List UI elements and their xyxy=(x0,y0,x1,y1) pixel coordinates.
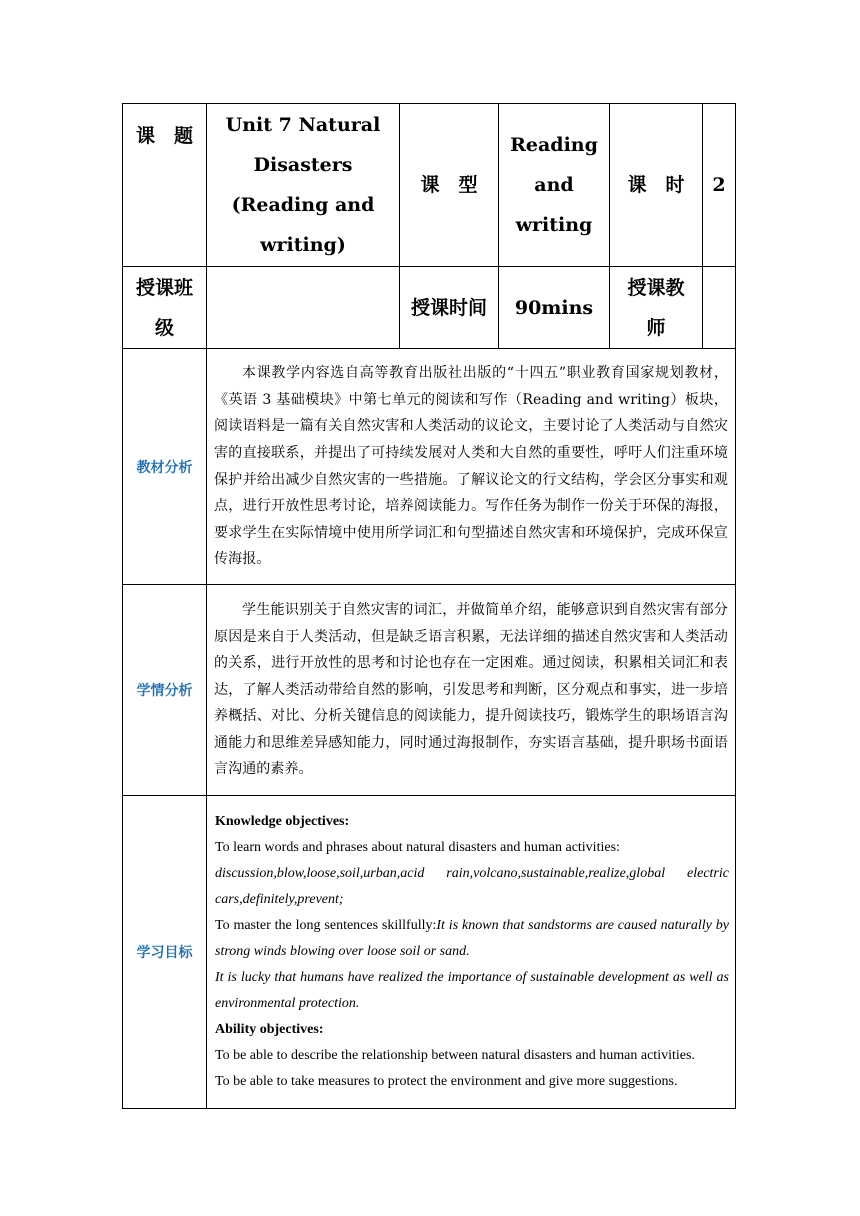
learner-analysis-label: 学情分析 xyxy=(136,683,193,699)
time-value: 90mins xyxy=(514,296,594,319)
sentences-block xyxy=(215,913,729,965)
teacher-label-cell xyxy=(610,267,703,349)
type-line: writing xyxy=(515,214,593,236)
type-line: Reading xyxy=(510,134,598,156)
ability-objective-1: To be able to describe the relationship between natural disasters and human activities. xyxy=(215,1048,695,1063)
words-intro: To learn words and phrases about natural disasters and human activities: xyxy=(215,840,620,855)
textbook-content-cell xyxy=(207,349,736,585)
topic-line: writing) xyxy=(260,234,346,256)
ability-objective-2: To be able to take measures to protect the environment and give more suggestions. xyxy=(215,1074,678,1089)
topic-line: (Reading and xyxy=(231,194,375,216)
ability-objectives-title: Ability objectives: xyxy=(215,1022,324,1037)
row-class xyxy=(123,267,736,349)
hours-label-cell xyxy=(610,104,703,267)
topic-label-cell xyxy=(123,104,207,267)
topic-line: Unit 7 Natural xyxy=(225,114,381,136)
objectives-label-cell xyxy=(123,796,207,1109)
learner-label-cell xyxy=(123,585,207,796)
time-value-cell xyxy=(499,267,610,349)
time-label: 授课时间 xyxy=(410,296,487,319)
teacher-label-line: 授课教 xyxy=(627,276,685,299)
hours-value-cell xyxy=(703,104,736,267)
topic-value-cell xyxy=(207,104,400,267)
row-objectives xyxy=(123,796,736,1109)
topic-line: Disasters xyxy=(253,154,353,176)
knowledge-objectives-title: Knowledge objectives: xyxy=(215,814,350,829)
teacher-value-cell xyxy=(703,267,736,349)
sentences-intro: To master the long sentences skillfully: xyxy=(215,918,437,933)
time-label-cell xyxy=(400,267,499,349)
class-label-line: 授课班 xyxy=(135,276,193,299)
class-label-line: 级 xyxy=(154,316,174,339)
sentence-1: It is known that sandstorms are caused naturally by strong winds blowing over loose soil or sand. xyxy=(215,918,729,959)
topic-label: 课 题 xyxy=(135,125,193,147)
textbook-label-cell xyxy=(123,349,207,585)
hours-label: 课 时 xyxy=(627,174,685,196)
type-line: and xyxy=(534,174,574,196)
row-topic xyxy=(123,104,736,267)
hours-value: 2 xyxy=(712,174,726,196)
lesson-plan-table xyxy=(122,103,736,1109)
class-label-cell xyxy=(123,267,207,349)
words-list: discussion,blow,loose,soil,urban,acid rain,volcano,sustainable,realize,global electric cars,definitely,prevent; xyxy=(215,866,729,907)
type-value-cell xyxy=(499,104,610,267)
type-label: 课 型 xyxy=(420,174,478,196)
learner-analysis-text: 学生能识别关于自然灾害的词汇，并做简单介绍，能够意识到自然灾害有部分原因是来自于人类活动，但是缺乏语言积累，无法详细的描述自然灾害和人类活动的关系，进行开放性的思考和讨论也存在一定困难。通过阅读，积累相关词汇和表达，了解人类活动带给自然的影响，引发思考和判断，区分观点和事实，进一步培养概括、对比、分析关键信息的阅读能力，提升阅读技巧，锻炼学生的职场语言沟通能力和思维差异感知能力，同时通过海报制作，夯实语言基础，提升职场书面语言沟通的素养。 xyxy=(214,601,728,778)
teacher-label-line: 师 xyxy=(646,316,666,339)
row-textbook-analysis xyxy=(123,349,736,585)
sentence-2: It is lucky that humans have realized the importance of sustainable development as well as environmental protection. xyxy=(215,970,729,1011)
class-value-cell xyxy=(207,267,400,349)
objectives-content xyxy=(207,809,735,1095)
type-label-cell xyxy=(400,104,499,267)
textbook-analysis-text: 本课教学内容选自高等教育出版社出版的“十四五”职业教育国家规划教材，《英语 3 基础模块》中第七单元的阅读和写作（Reading and writing）板块，阅读语料是一篇有关自然灾害和人类活动的议论文，主要讨论了人类活动与自然灾害的直接联系，并提出了可持续发展对人类和大自然的重要性，呼吁人们注重环境保护并给出减少自然灾害的一些措施。了解议论文的行文结构，学会区分事实和观点，进行开放性思考讨论，培养阅读能力。写作任务为制作一份关于环保的海报，要求学生在实际情境中使用所学词汇和句型描述自然灾害和环境保护，完成环保宣传海报。 xyxy=(214,365,728,568)
objectives-label: 学习目标 xyxy=(136,945,193,961)
objectives-content-cell xyxy=(207,796,736,1109)
learner-content-cell xyxy=(207,585,736,796)
row-learner-analysis xyxy=(123,585,736,796)
textbook-analysis-label: 教材分析 xyxy=(136,459,193,476)
